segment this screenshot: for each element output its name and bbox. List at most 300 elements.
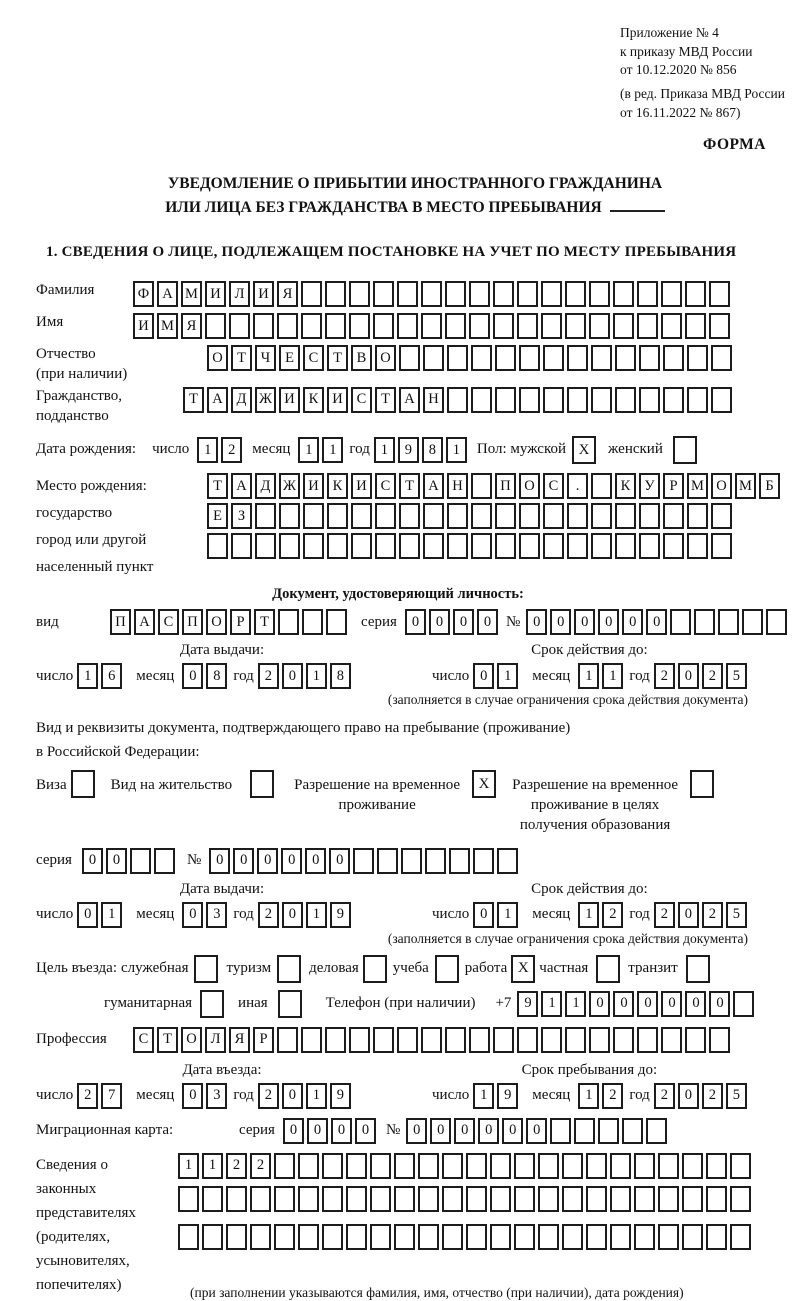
char-cell[interactable]: 0 — [477, 609, 498, 635]
char-cell[interactable] — [615, 533, 636, 559]
char-cell[interactable]: Н — [447, 473, 468, 499]
char-cell[interactable]: Б — [759, 473, 780, 499]
char-cell[interactable] — [401, 848, 422, 874]
char-cell[interactable] — [370, 1186, 391, 1212]
char-cell[interactable] — [634, 1186, 655, 1212]
char-cell[interactable]: 2 — [77, 1083, 98, 1109]
char-cell[interactable] — [615, 503, 636, 529]
char-cell[interactable]: 2 — [654, 902, 675, 928]
char-cell[interactable]: М — [687, 473, 708, 499]
char-cell[interactable]: 0 — [182, 902, 203, 928]
char-cell[interactable]: Ж — [279, 473, 300, 499]
rvp-edu-checkbox[interactable] — [690, 770, 714, 798]
char-cell[interactable] — [202, 1224, 223, 1250]
char-cell[interactable] — [274, 1224, 295, 1250]
char-cell[interactable] — [421, 281, 442, 307]
char-cell[interactable] — [421, 313, 442, 339]
char-cell[interactable] — [279, 533, 300, 559]
char-cell[interactable]: 0 — [406, 1118, 427, 1144]
char-cell[interactable] — [301, 281, 322, 307]
char-cell[interactable] — [687, 387, 708, 413]
char-cell[interactable]: 2 — [226, 1153, 247, 1179]
char-cell[interactable] — [301, 1027, 322, 1053]
char-cell[interactable]: 1 — [306, 663, 327, 689]
char-cell[interactable] — [490, 1153, 511, 1179]
char-cell[interactable]: С — [158, 609, 179, 635]
char-cell[interactable] — [586, 1153, 607, 1179]
char-cell[interactable] — [538, 1153, 559, 1179]
char-cell[interactable] — [567, 533, 588, 559]
char-cell[interactable]: 0 — [282, 1083, 303, 1109]
char-cell[interactable] — [278, 609, 299, 635]
char-cell[interactable]: 0 — [257, 848, 278, 874]
char-cell[interactable]: 0 — [646, 609, 667, 635]
char-cell[interactable] — [442, 1186, 463, 1212]
char-cell[interactable] — [589, 313, 610, 339]
char-cell[interactable]: 1 — [322, 437, 343, 463]
char-cell[interactable]: 0 — [77, 902, 98, 928]
char-cell[interactable]: О — [519, 473, 540, 499]
char-cell[interactable] — [447, 533, 468, 559]
char-cell[interactable]: Т — [207, 473, 228, 499]
char-cell[interactable] — [421, 1027, 442, 1053]
char-cell[interactable] — [661, 281, 682, 307]
char-cell[interactable] — [373, 1027, 394, 1053]
char-cell[interactable] — [178, 1186, 199, 1212]
char-cell[interactable]: О — [206, 609, 227, 635]
char-cell[interactable] — [493, 1027, 514, 1053]
char-cell[interactable]: 0 — [329, 848, 350, 874]
char-cell[interactable]: М — [735, 473, 756, 499]
char-cell[interactable] — [589, 281, 610, 307]
char-cell[interactable] — [469, 313, 490, 339]
char-cell[interactable] — [613, 281, 634, 307]
char-cell[interactable]: 1 — [178, 1153, 199, 1179]
char-cell[interactable] — [298, 1224, 319, 1250]
char-cell[interactable]: 0 — [589, 991, 610, 1017]
char-cell[interactable] — [418, 1224, 439, 1250]
char-cell[interactable]: 9 — [517, 991, 538, 1017]
char-cell[interactable]: 0 — [305, 848, 326, 874]
char-cell[interactable]: 1 — [541, 991, 562, 1017]
char-cell[interactable]: 5 — [726, 663, 747, 689]
char-cell[interactable]: 0 — [182, 1083, 203, 1109]
purpose-humanitarian-checkbox[interactable] — [200, 990, 224, 1018]
char-cell[interactable]: . — [567, 473, 588, 499]
char-cell[interactable] — [255, 533, 276, 559]
char-cell[interactable]: 0 — [526, 1118, 547, 1144]
char-cell[interactable] — [591, 533, 612, 559]
char-cell[interactable] — [349, 1027, 370, 1053]
char-cell[interactable] — [493, 313, 514, 339]
char-cell[interactable]: 2 — [602, 1083, 623, 1109]
char-cell[interactable] — [469, 281, 490, 307]
purpose-business-checkbox[interactable] — [194, 955, 218, 983]
char-cell[interactable]: 0 — [355, 1118, 376, 1144]
char-cell[interactable] — [711, 533, 732, 559]
char-cell[interactable] — [250, 1186, 271, 1212]
char-cell[interactable] — [670, 609, 691, 635]
char-cell[interactable] — [709, 1027, 730, 1053]
char-cell[interactable]: 1 — [578, 902, 599, 928]
char-cell[interactable] — [202, 1186, 223, 1212]
char-cell[interactable]: 0 — [502, 1118, 523, 1144]
char-cell[interactable]: Т — [157, 1027, 178, 1053]
char-cell[interactable] — [658, 1224, 679, 1250]
char-cell[interactable]: 2 — [258, 1083, 279, 1109]
char-cell[interactable]: 0 — [478, 1118, 499, 1144]
char-cell[interactable] — [154, 848, 175, 874]
char-cell[interactable]: Т — [254, 609, 275, 635]
char-cell[interactable]: 7 — [101, 1083, 122, 1109]
char-cell[interactable]: 1 — [578, 663, 599, 689]
char-cell[interactable]: 0 — [209, 848, 230, 874]
char-cell[interactable] — [253, 313, 274, 339]
char-cell[interactable]: Р — [253, 1027, 274, 1053]
char-cell[interactable]: 0 — [307, 1118, 328, 1144]
char-cell[interactable] — [373, 281, 394, 307]
char-cell[interactable] — [639, 503, 660, 529]
char-cell[interactable] — [613, 1027, 634, 1053]
char-cell[interactable] — [661, 1027, 682, 1053]
char-cell[interactable]: Т — [327, 345, 348, 371]
char-cell[interactable] — [567, 503, 588, 529]
char-cell[interactable] — [589, 1027, 610, 1053]
char-cell[interactable] — [466, 1186, 487, 1212]
char-cell[interactable] — [490, 1186, 511, 1212]
char-cell[interactable] — [514, 1224, 535, 1250]
char-cell[interactable] — [567, 345, 588, 371]
char-cell[interactable] — [687, 533, 708, 559]
char-cell[interactable] — [322, 1153, 343, 1179]
char-cell[interactable] — [637, 281, 658, 307]
char-cell[interactable] — [445, 1027, 466, 1053]
char-cell[interactable] — [349, 313, 370, 339]
char-cell[interactable]: 1 — [101, 902, 122, 928]
char-cell[interactable] — [325, 313, 346, 339]
char-cell[interactable]: Ж — [255, 387, 276, 413]
char-cell[interactable] — [442, 1224, 463, 1250]
char-cell[interactable] — [471, 387, 492, 413]
char-cell[interactable]: 0 — [454, 1118, 475, 1144]
char-cell[interactable]: 9 — [330, 1083, 351, 1109]
char-cell[interactable] — [445, 281, 466, 307]
char-cell[interactable] — [730, 1153, 751, 1179]
char-cell[interactable] — [399, 345, 420, 371]
char-cell[interactable]: О — [375, 345, 396, 371]
char-cell[interactable]: О — [207, 345, 228, 371]
char-cell[interactable] — [325, 1027, 346, 1053]
sex-male-checkbox[interactable]: X — [572, 436, 596, 464]
char-cell[interactable] — [706, 1153, 727, 1179]
char-cell[interactable] — [490, 1224, 511, 1250]
char-cell[interactable]: 1 — [374, 437, 395, 463]
char-cell[interactable] — [346, 1224, 367, 1250]
char-cell[interactable]: 8 — [330, 663, 351, 689]
char-cell[interactable]: 2 — [702, 1083, 723, 1109]
char-cell[interactable]: 1 — [497, 902, 518, 928]
char-cell[interactable]: Т — [375, 387, 396, 413]
char-cell[interactable] — [550, 1118, 571, 1144]
char-cell[interactable]: П — [495, 473, 516, 499]
char-cell[interactable] — [562, 1153, 583, 1179]
char-cell[interactable]: 1 — [497, 663, 518, 689]
char-cell[interactable] — [682, 1153, 703, 1179]
char-cell[interactable]: 1 — [298, 437, 319, 463]
char-cell[interactable] — [634, 1153, 655, 1179]
char-cell[interactable]: Е — [279, 345, 300, 371]
char-cell[interactable] — [663, 387, 684, 413]
char-cell[interactable] — [567, 387, 588, 413]
char-cell[interactable] — [637, 1027, 658, 1053]
char-cell[interactable] — [130, 848, 151, 874]
char-cell[interactable] — [466, 1153, 487, 1179]
char-cell[interactable]: О — [711, 473, 732, 499]
visa-checkbox[interactable] — [71, 770, 95, 798]
char-cell[interactable] — [397, 313, 418, 339]
char-cell[interactable]: 0 — [182, 663, 203, 689]
char-cell[interactable] — [469, 1027, 490, 1053]
char-cell[interactable] — [615, 345, 636, 371]
purpose-tourism-checkbox[interactable] — [277, 955, 301, 983]
char-cell[interactable] — [473, 848, 494, 874]
char-cell[interactable] — [543, 533, 564, 559]
char-cell[interactable] — [685, 1027, 706, 1053]
char-cell[interactable]: 2 — [654, 1083, 675, 1109]
char-cell[interactable]: 0 — [473, 663, 494, 689]
char-cell[interactable]: И — [133, 313, 154, 339]
char-cell[interactable]: О — [181, 1027, 202, 1053]
purpose-study-checkbox[interactable] — [435, 955, 459, 983]
char-cell[interactable] — [634, 1224, 655, 1250]
char-cell[interactable]: А — [423, 473, 444, 499]
char-cell[interactable] — [423, 345, 444, 371]
char-cell[interactable] — [541, 281, 562, 307]
char-cell[interactable] — [322, 1224, 343, 1250]
char-cell[interactable] — [610, 1224, 631, 1250]
char-cell[interactable]: 0 — [283, 1118, 304, 1144]
char-cell[interactable] — [325, 281, 346, 307]
char-cell[interactable]: Р — [663, 473, 684, 499]
char-cell[interactable]: 0 — [282, 902, 303, 928]
char-cell[interactable]: 0 — [233, 848, 254, 874]
char-cell[interactable]: 0 — [550, 609, 571, 635]
char-cell[interactable] — [418, 1153, 439, 1179]
char-cell[interactable]: 8 — [422, 437, 443, 463]
char-cell[interactable]: 0 — [405, 609, 426, 635]
purpose-private-checkbox[interactable] — [596, 955, 620, 983]
char-cell[interactable] — [639, 533, 660, 559]
char-cell[interactable] — [274, 1186, 295, 1212]
residence-permit-checkbox[interactable] — [250, 770, 274, 798]
char-cell[interactable]: К — [327, 473, 348, 499]
char-cell[interactable] — [370, 1224, 391, 1250]
char-cell[interactable]: З — [231, 503, 252, 529]
char-cell[interactable]: А — [157, 281, 178, 307]
char-cell[interactable]: 0 — [637, 991, 658, 1017]
char-cell[interactable]: 0 — [678, 663, 699, 689]
char-cell[interactable]: Ф — [133, 281, 154, 307]
char-cell[interactable] — [250, 1224, 271, 1250]
char-cell[interactable] — [519, 387, 540, 413]
char-cell[interactable]: С — [303, 345, 324, 371]
char-cell[interactable] — [517, 281, 538, 307]
char-cell[interactable] — [303, 533, 324, 559]
char-cell[interactable]: М — [157, 313, 178, 339]
char-cell[interactable] — [663, 345, 684, 371]
char-cell[interactable] — [543, 503, 564, 529]
char-cell[interactable] — [519, 345, 540, 371]
char-cell[interactable]: 3 — [206, 902, 227, 928]
char-cell[interactable]: С — [351, 387, 372, 413]
char-cell[interactable]: 1 — [578, 1083, 599, 1109]
char-cell[interactable]: А — [207, 387, 228, 413]
char-cell[interactable]: 0 — [685, 991, 706, 1017]
char-cell[interactable] — [639, 345, 660, 371]
char-cell[interactable] — [351, 533, 372, 559]
char-cell[interactable]: 2 — [654, 663, 675, 689]
char-cell[interactable]: В — [351, 345, 372, 371]
char-cell[interactable] — [495, 503, 516, 529]
char-cell[interactable] — [394, 1224, 415, 1250]
char-cell[interactable]: Т — [231, 345, 252, 371]
char-cell[interactable] — [591, 387, 612, 413]
char-cell[interactable]: 6 — [101, 663, 122, 689]
char-cell[interactable] — [178, 1224, 199, 1250]
char-cell[interactable]: 0 — [82, 848, 103, 874]
char-cell[interactable]: 0 — [473, 902, 494, 928]
char-cell[interactable] — [466, 1224, 487, 1250]
char-cell[interactable]: 0 — [709, 991, 730, 1017]
char-cell[interactable]: Я — [277, 281, 298, 307]
char-cell[interactable] — [687, 503, 708, 529]
char-cell[interactable]: 2 — [250, 1153, 271, 1179]
char-cell[interactable]: И — [205, 281, 226, 307]
char-cell[interactable]: И — [253, 281, 274, 307]
char-cell[interactable]: 0 — [331, 1118, 352, 1144]
sex-female-checkbox[interactable] — [673, 436, 697, 464]
char-cell[interactable] — [613, 313, 634, 339]
char-cell[interactable]: Ч — [255, 345, 276, 371]
char-cell[interactable] — [326, 609, 347, 635]
char-cell[interactable] — [711, 387, 732, 413]
char-cell[interactable] — [375, 533, 396, 559]
char-cell[interactable] — [519, 533, 540, 559]
char-cell[interactable] — [622, 1118, 643, 1144]
purpose-work-checkbox[interactable]: X — [511, 955, 535, 983]
char-cell[interactable]: 9 — [398, 437, 419, 463]
purpose-commercial-checkbox[interactable] — [363, 955, 387, 983]
char-cell[interactable] — [425, 848, 446, 874]
char-cell[interactable]: 0 — [526, 609, 547, 635]
char-cell[interactable] — [639, 387, 660, 413]
char-cell[interactable] — [423, 503, 444, 529]
char-cell[interactable] — [610, 1153, 631, 1179]
char-cell[interactable] — [646, 1118, 667, 1144]
purpose-transit-checkbox[interactable] — [686, 955, 710, 983]
char-cell[interactable] — [303, 503, 324, 529]
char-cell[interactable] — [327, 533, 348, 559]
char-cell[interactable] — [346, 1186, 367, 1212]
char-cell[interactable] — [442, 1153, 463, 1179]
char-cell[interactable]: 0 — [429, 609, 450, 635]
char-cell[interactable] — [255, 503, 276, 529]
char-cell[interactable] — [301, 313, 322, 339]
char-cell[interactable]: 1 — [306, 902, 327, 928]
char-cell[interactable] — [517, 1027, 538, 1053]
char-cell[interactable]: 1 — [306, 1083, 327, 1109]
char-cell[interactable] — [685, 281, 706, 307]
char-cell[interactable]: П — [182, 609, 203, 635]
char-cell[interactable] — [766, 609, 787, 635]
char-cell[interactable]: Т — [399, 473, 420, 499]
char-cell[interactable] — [226, 1224, 247, 1250]
char-cell[interactable] — [637, 313, 658, 339]
char-cell[interactable] — [493, 281, 514, 307]
char-cell[interactable] — [274, 1153, 295, 1179]
char-cell[interactable]: Л — [229, 281, 250, 307]
char-cell[interactable] — [658, 1153, 679, 1179]
char-cell[interactable] — [565, 1027, 586, 1053]
char-cell[interactable] — [709, 313, 730, 339]
char-cell[interactable]: Е — [207, 503, 228, 529]
char-cell[interactable]: 9 — [497, 1083, 518, 1109]
char-cell[interactable] — [322, 1186, 343, 1212]
char-cell[interactable] — [377, 848, 398, 874]
char-cell[interactable]: А — [399, 387, 420, 413]
char-cell[interactable] — [471, 533, 492, 559]
char-cell[interactable] — [711, 503, 732, 529]
char-cell[interactable]: М — [181, 281, 202, 307]
char-cell[interactable] — [353, 848, 374, 874]
char-cell[interactable] — [730, 1186, 751, 1212]
char-cell[interactable] — [445, 313, 466, 339]
char-cell[interactable] — [541, 1027, 562, 1053]
char-cell[interactable] — [682, 1224, 703, 1250]
char-cell[interactable]: 1 — [565, 991, 586, 1017]
char-cell[interactable] — [399, 533, 420, 559]
char-cell[interactable]: 0 — [453, 609, 474, 635]
char-cell[interactable]: Л — [205, 1027, 226, 1053]
char-cell[interactable] — [226, 1186, 247, 1212]
char-cell[interactable]: Т — [183, 387, 204, 413]
char-cell[interactable]: 0 — [678, 1083, 699, 1109]
char-cell[interactable] — [742, 609, 763, 635]
char-cell[interactable] — [397, 281, 418, 307]
char-cell[interactable] — [447, 345, 468, 371]
char-cell[interactable] — [543, 387, 564, 413]
char-cell[interactable]: С — [375, 473, 396, 499]
char-cell[interactable] — [495, 387, 516, 413]
char-cell[interactable] — [394, 1153, 415, 1179]
char-cell[interactable] — [586, 1224, 607, 1250]
char-cell[interactable] — [346, 1153, 367, 1179]
char-cell[interactable] — [449, 848, 470, 874]
char-cell[interactable]: 1 — [77, 663, 98, 689]
char-cell[interactable]: К — [615, 473, 636, 499]
char-cell[interactable] — [397, 1027, 418, 1053]
char-cell[interactable] — [565, 281, 586, 307]
char-cell[interactable] — [394, 1186, 415, 1212]
char-cell[interactable]: 2 — [702, 902, 723, 928]
char-cell[interactable] — [682, 1186, 703, 1212]
char-cell[interactable] — [517, 313, 538, 339]
char-cell[interactable]: И — [303, 473, 324, 499]
char-cell[interactable]: 5 — [726, 1083, 747, 1109]
char-cell[interactable] — [706, 1186, 727, 1212]
char-cell[interactable] — [591, 503, 612, 529]
char-cell[interactable] — [423, 533, 444, 559]
